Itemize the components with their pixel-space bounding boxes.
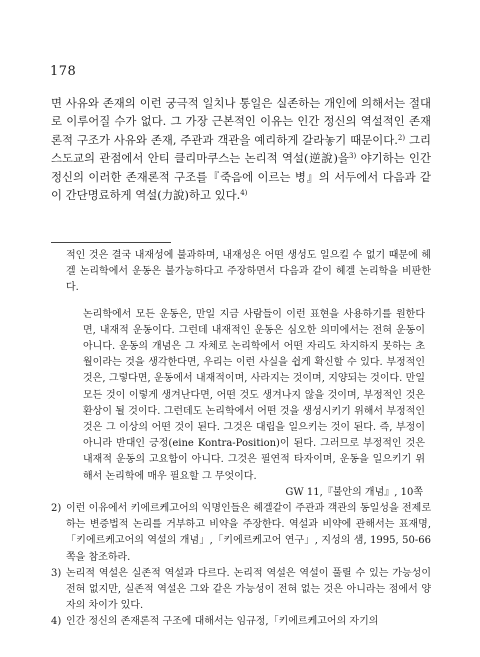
footnote-mark: 2) [51, 503, 62, 515]
body-text-part-3: 야기하는 인간 정신의 이러한 존재론적 구조를『죽음에 이르는 병』의 서두에서 다음과 같이 간단명료하게 역설(力說)하고 있다. [51, 151, 431, 203]
footnote-mark: 4) [51, 616, 62, 628]
main-paragraph [51, 94, 431, 204]
footnote-3 [51, 566, 431, 615]
footnote-ref-4[interactable]: 4) [240, 189, 248, 198]
footnote-separator [51, 242, 171, 243]
footnote-2 [51, 501, 431, 566]
footnote-ref-2[interactable]: 2) [397, 133, 406, 142]
quote-text: 논리학에서 모든 운동은, 만일 지금 사람들이 이런 표현을 사용하기를 원한다면, 내재적 운동이다. 그런데 내재적인 운동은 심오한 의미에서는 전혀 운동이 아니다. 운동의 개념은 그 자체로 논리학에서 어떤 자리도 차지하지 못하는 초월이라는 것을 생각한다면, 우리는 이런 사실을 쉽게 확신할 수 있다. 부정적인 것은, 그렇다면, 운동에서 내재적이며, 사라지는 것이며, 지양되는 것이다. 만일 모든 것이 이렇게 생겨난다면, 어떤 것도 생겨나지 않을 것이며, 부정적인 것은 환상이 될 것이다. 그런데도 논리학에서 어떤 것을 생성시키기 위해서 부정적인 것은 그 이상의 어떤 것이 된다. 그것은 대립을 일으키는 것이 된다. 즉, 부정이 아니라 반대인 긍정(eine Kontra-Position)이 된다. 그러므로 부정적인 것은 내재적 운동의 고요함이 아니다. 그것은 필연적 타자이며, 운동을 일으키기 위해서 논리학에 매우 필요할 그 무엇이다. [83, 308, 425, 482]
quote-source: GW 11,『불안의 개념』, 10쪽 [285, 486, 423, 498]
footnote-continuation: 적인 것은 결국 내재성에 불과하며, 내재성은 어떤 생성도 일으킬 수 없기 때문에 헤겔 논리학에서 운동은 불가능하다고 주장하면서 다음과 같이 헤겔 논리학을 비판한다. [66, 250, 431, 294]
body-text [51, 94, 431, 204]
footnote-ref-3[interactable]: 3) [349, 152, 357, 161]
block-quote [83, 307, 425, 501]
footnotes-section [51, 248, 431, 631]
footnote-text: 인간 정신의 존재론적 구조에 대해서는 임규정,「키에르케고어의 자기의 [66, 616, 379, 628]
body-text-part-1: 면 사유와 존재의 이런 궁극적 일치나 통일은 실존하는 개인에 의해서는 절대로 이루어질 수가 없다. 그 가장 근본적인 이유는 인간 정신의 역설적인 존재론적 구조가 사유와 존재, 주관과 객관을 예리하게 갈라놓기 때문이다. [51, 96, 431, 147]
body-text-part-2: 그리스도교의 관점에서 안티 클리마쿠스는 논리적 역설(逆說)을 [51, 132, 431, 166]
page-number: 178 [50, 64, 77, 79]
footnote-4 [51, 614, 431, 630]
footnote-text: 이런 이유에서 키에르케고어의 익명인들은 헤겔같이 주관과 객관의 동일성을 전제로 하는 변증법적 논리를 거부하고 비약을 주장한다. 역설과 비약에 관해서는 표재명,「키에르케고어의 역설의 개념」,「키에르케고어 연구」, 지성의 샘, 1995, 50-66쪽을 참조하라. [66, 503, 431, 563]
footnote-text: 논리적 역설은 실존적 역설과 다르다. 논리적 역설은 역설이 풀릴 수 있는 가능성이 전혀 없지만, 실존적 역설은 그와 같은 가능성이 전혀 없는 것은 아니라는 점에서 양자의 차이가 있다. [66, 567, 431, 612]
footnote-mark: 3) [51, 567, 62, 579]
